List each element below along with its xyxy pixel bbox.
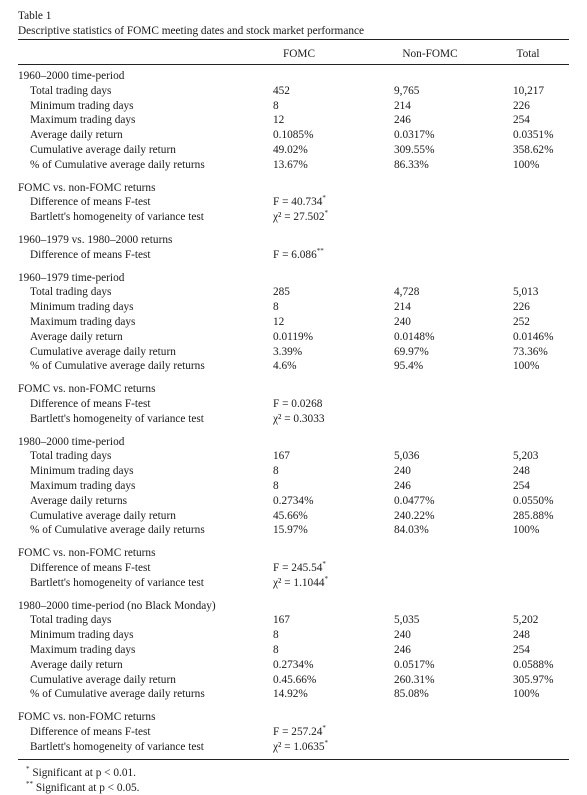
value-text: 100% (513, 688, 540, 701)
fomc-value (273, 687, 308, 701)
value-text: 260.31% (394, 673, 435, 686)
value-text: 49.02% (273, 144, 308, 156)
value-text: 8 (273, 465, 279, 478)
value-text: 0.0477% (394, 494, 435, 507)
section-heading: FOMC vs. non-FOMC returns (18, 547, 156, 560)
fomc-value (273, 330, 313, 344)
significance-marker: * (324, 575, 328, 584)
value-text: 4.6% (273, 360, 297, 373)
non-fomc-value (394, 523, 429, 537)
footnote-text: Significant at p < 0.01. (29, 766, 136, 779)
value-text: 14.92% (273, 688, 308, 701)
section-heading: FOMC vs. non-FOMC returns (18, 181, 156, 194)
value-text: 226 (513, 99, 530, 112)
fomc-value (273, 725, 326, 739)
total-value (513, 345, 548, 359)
fomc-value (273, 113, 284, 127)
section-heading: 1980–2000 time-period (18, 435, 125, 448)
fomc-value (273, 523, 308, 537)
total-value (513, 673, 553, 687)
value-text: 100% (513, 158, 540, 171)
significance-marker: * (322, 194, 326, 203)
total-value (513, 523, 539, 537)
value-text: F = 0.0268 (273, 398, 323, 410)
row-label: Maximum trading days (30, 480, 136, 492)
footnote-mark: * (26, 764, 30, 773)
value-text: 0.0517% (394, 658, 435, 671)
row-label: Difference of means F-test (30, 398, 151, 410)
value-text: 226 (513, 301, 530, 314)
row-label: % of Cumulative average daily returns (30, 688, 205, 701)
row-label: Minimum trading days (30, 99, 134, 112)
total-value (513, 494, 553, 508)
non-fomc-value (394, 673, 434, 687)
row-label: Cumulative average daily return (30, 509, 176, 522)
footnote (26, 781, 139, 795)
total-value (513, 315, 530, 329)
row-label: Cumulative average daily return (30, 345, 176, 358)
non-fomc-value (394, 643, 411, 657)
significance-marker: * (324, 209, 328, 218)
total-value (513, 628, 530, 642)
table-label: Table 1 (18, 10, 52, 22)
value-text: 358.62% (513, 144, 554, 156)
fomc-value (273, 479, 279, 493)
non-fomc-value (394, 449, 419, 463)
significance-marker: ** (316, 247, 324, 256)
footnote-mark: ** (26, 779, 33, 788)
value-text: χ² = 1.0635 (273, 740, 325, 753)
total-value (513, 687, 539, 701)
row-label: Average daily return (30, 129, 123, 142)
value-text: 240 (394, 465, 411, 478)
row-label: Difference of means F-test (30, 562, 151, 574)
value-text: 8 (273, 644, 279, 656)
total-value (513, 643, 530, 657)
row-label: Bartlett's homogeneity of variance test (30, 576, 204, 589)
value-text: 240 (394, 316, 411, 328)
fomc-value (273, 143, 308, 157)
fomc-value (273, 613, 290, 627)
value-text: 5,036 (394, 450, 420, 463)
header-total: Total (516, 48, 540, 60)
value-text: 0.0351% (513, 129, 554, 142)
total-value (513, 300, 530, 314)
value-text: 13.67% (273, 158, 308, 171)
fomc-value (273, 628, 279, 642)
value-text: 167 (273, 614, 290, 627)
value-text: 3.39% (273, 345, 303, 358)
header-rule (18, 64, 569, 65)
value-text: 248 (513, 465, 530, 478)
total-value (513, 613, 538, 627)
non-fomc-value (394, 359, 423, 373)
value-text: 240 (394, 629, 411, 642)
non-fomc-value (394, 143, 434, 157)
value-text: 254 (513, 480, 530, 492)
top-rule (18, 39, 569, 40)
row-label: Difference of means F-test (30, 196, 151, 209)
row-label: Maximum trading days (30, 114, 136, 127)
row-label: Minimum trading days (30, 629, 134, 642)
fomc-value (273, 643, 279, 657)
non-fomc-value (394, 658, 434, 672)
value-text: 285.88% (513, 509, 554, 522)
non-fomc-value (394, 613, 419, 627)
row-label: Total trading days (30, 614, 112, 627)
value-text: 73.36% (513, 345, 548, 358)
value-text: 0.45.66% (273, 673, 317, 686)
footnote-text: Significant at p < 0.05. (33, 781, 140, 794)
value-text: 8 (273, 99, 279, 112)
header-non-fomc: Non-FOMC (402, 48, 458, 60)
fomc-value (273, 412, 325, 426)
value-text: 9,765 (394, 84, 420, 97)
value-text: F = 40.734 (273, 196, 323, 209)
value-text: F = 245.54 (273, 562, 323, 574)
value-text: 15.97% (273, 524, 308, 537)
non-fomc-value (394, 494, 434, 508)
fomc-value (273, 99, 279, 113)
non-fomc-value (394, 509, 434, 523)
value-text: 246 (394, 114, 411, 127)
non-fomc-value (394, 330, 434, 344)
row-label: Minimum trading days (30, 301, 134, 314)
value-text: F = 6.086 (273, 248, 317, 261)
value-text: 214 (394, 301, 411, 314)
fomc-value (273, 345, 302, 359)
section-heading: FOMC vs. non-FOMC returns (18, 711, 156, 724)
fomc-value (273, 300, 279, 314)
value-text: 4,728 (394, 286, 420, 299)
value-text: 85.08% (394, 688, 429, 701)
fomc-value (273, 658, 313, 672)
value-text: 252 (513, 316, 530, 328)
value-text: 5,203 (513, 450, 539, 463)
non-fomc-value (394, 158, 429, 172)
non-fomc-value (394, 84, 419, 98)
total-value (513, 509, 553, 523)
row-label: Bartlett's homogeneity of variance test (30, 412, 204, 425)
fomc-value (273, 285, 290, 299)
non-fomc-value (394, 99, 411, 113)
footnote (26, 766, 136, 780)
row-label: Bartlett's homogeneity of variance test (30, 740, 204, 753)
row-label: % of Cumulative average daily returns (30, 158, 205, 171)
row-label: Maximum trading days (30, 644, 136, 656)
bottom-rule (18, 759, 569, 760)
non-fomc-value (394, 285, 419, 299)
value-text: 0.2734% (273, 494, 314, 507)
value-text: 8 (273, 629, 279, 642)
fomc-value (273, 449, 290, 463)
value-text: 86.33% (394, 158, 429, 171)
value-text: 0.0119% (273, 330, 314, 343)
fomc-value (273, 248, 324, 262)
total-value (513, 359, 539, 373)
fomc-value (273, 576, 328, 590)
value-text: 167 (273, 450, 290, 463)
significance-marker: * (322, 560, 326, 569)
fomc-value (273, 673, 316, 687)
fomc-value (273, 195, 326, 209)
total-value (513, 449, 538, 463)
fomc-value (273, 315, 284, 329)
fomc-value (273, 158, 308, 172)
row-label: Difference of means F-test (30, 248, 151, 261)
significance-marker: * (322, 724, 326, 733)
value-text: χ² = 1.1044 (273, 576, 325, 589)
fomc-value (273, 359, 297, 373)
row-label: Difference of means F-test (30, 726, 151, 738)
section-heading: 1960–2000 time-period (18, 70, 125, 82)
row-label: % of Cumulative average daily returns (30, 524, 205, 537)
value-text: 45.66% (273, 509, 308, 522)
section-heading: FOMC vs. non-FOMC returns (18, 383, 156, 396)
row-label: Cumulative average daily return (30, 673, 176, 686)
non-fomc-value (394, 345, 429, 359)
total-value (513, 330, 553, 344)
row-label: Average daily return (30, 330, 123, 343)
value-text: 12 (273, 316, 285, 328)
total-value (513, 464, 530, 478)
value-text: 5,202 (513, 614, 539, 627)
non-fomc-value (394, 479, 411, 493)
value-text: 285 (273, 286, 290, 299)
fomc-value (273, 84, 290, 98)
value-text: 0.0146% (513, 330, 554, 343)
fomc-value (273, 397, 322, 411)
row-label: Total trading days (30, 84, 112, 97)
significance-marker: * (324, 739, 328, 748)
section-heading: 1980–2000 time-period (no Black Monday) (18, 599, 216, 612)
non-fomc-value (394, 464, 411, 478)
section-heading: 1960–1979 time-period (18, 271, 125, 284)
value-text: 0.1085% (273, 129, 314, 142)
value-text: 10,217 (513, 84, 545, 97)
total-value (513, 285, 538, 299)
value-text: 240.22% (394, 509, 435, 522)
total-value (513, 143, 553, 157)
row-label: Average daily returns (30, 494, 128, 507)
value-text: 0.0148% (394, 330, 435, 343)
total-value (513, 479, 530, 493)
row-label: Total trading days (30, 450, 112, 463)
total-value (513, 113, 530, 127)
value-text: 5,035 (394, 614, 420, 627)
value-text: F = 257.24 (273, 726, 323, 738)
row-label: Cumulative average daily return (30, 144, 176, 156)
non-fomc-value (394, 128, 434, 142)
value-text: 8 (273, 301, 279, 314)
row-label: % of Cumulative average daily returns (30, 360, 205, 373)
value-text: 214 (394, 99, 411, 112)
row-label: Bartlett's homogeneity of variance test (30, 211, 204, 224)
table-title: Descriptive statistics of FOMC meeting dates and stock market performance (18, 25, 365, 37)
value-text: 95.4% (394, 360, 424, 373)
value-text: 305.97% (513, 673, 554, 686)
value-text: 246 (394, 644, 411, 656)
total-value (513, 658, 553, 672)
value-text: 84.03% (394, 524, 429, 537)
value-text: χ² = 27.502 (273, 211, 325, 224)
total-value (513, 158, 539, 172)
total-value (513, 99, 530, 113)
value-text: 254 (513, 644, 530, 656)
value-text: 5,013 (513, 286, 539, 299)
value-text: 12 (273, 114, 285, 127)
row-label: Total trading days (30, 286, 112, 299)
total-value (513, 128, 553, 142)
row-label: Minimum trading days (30, 465, 134, 478)
fomc-value (273, 464, 279, 478)
value-text: 100% (513, 360, 540, 373)
non-fomc-value (394, 300, 411, 314)
value-text: 246 (394, 480, 411, 492)
non-fomc-value (394, 628, 411, 642)
value-text: 0.0317% (394, 129, 435, 142)
value-text: 452 (273, 84, 290, 97)
value-text: 100% (513, 524, 540, 537)
non-fomc-value (394, 687, 429, 701)
fomc-value (273, 740, 328, 754)
row-label: Average daily return (30, 658, 123, 671)
value-text: 248 (513, 629, 530, 642)
section-heading: 1960–1979 vs. 1980–2000 returns (18, 234, 173, 246)
value-text: 69.97% (394, 345, 429, 358)
total-value (513, 84, 544, 98)
fomc-value (273, 509, 308, 523)
value-text: χ² = 0.3033 (273, 412, 325, 425)
fomc-value (273, 561, 326, 575)
fomc-value (273, 210, 328, 224)
row-label: Maximum trading days (30, 316, 136, 328)
header-fomc: FOMC (282, 48, 316, 60)
non-fomc-value (394, 315, 411, 329)
value-text: 0.0588% (513, 658, 554, 671)
value-text: 8 (273, 480, 279, 492)
value-text: 0.0550% (513, 494, 554, 507)
value-text: 0.2734% (273, 658, 314, 671)
value-text: 254 (513, 114, 530, 127)
fomc-value (273, 494, 313, 508)
fomc-value (273, 128, 313, 142)
non-fomc-value (394, 113, 411, 127)
value-text: 309.55% (394, 144, 435, 156)
